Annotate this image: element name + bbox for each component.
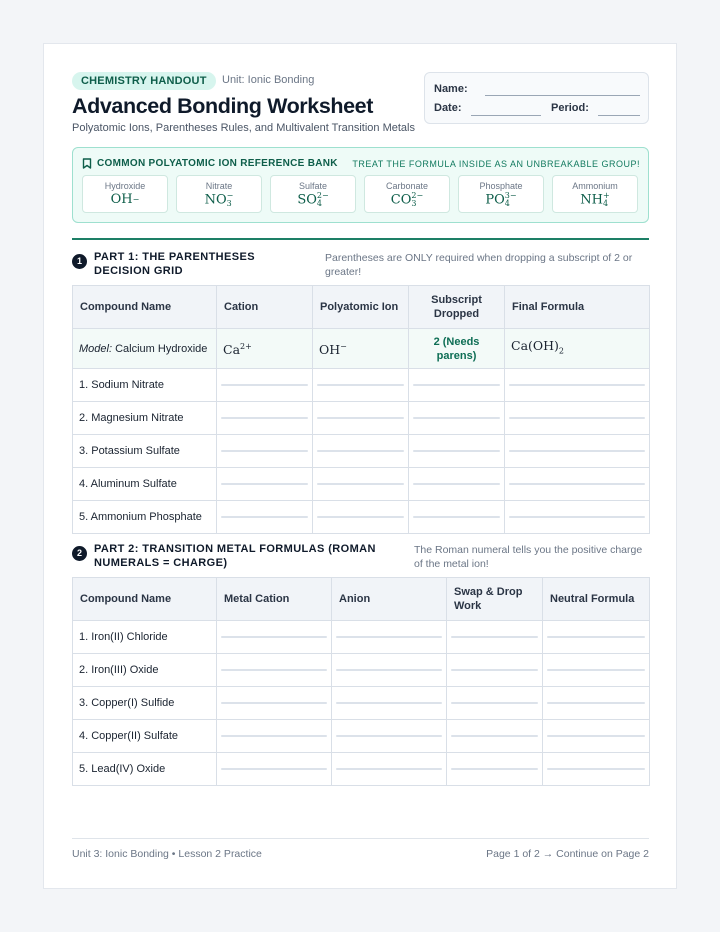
answer-box[interactable] xyxy=(317,384,404,386)
model-cation-charge: 2+ xyxy=(240,341,252,351)
answer-cell xyxy=(332,720,447,753)
model-compound-name xyxy=(73,329,217,369)
name-label: Name: xyxy=(434,83,468,95)
answer-cell xyxy=(447,654,543,687)
answer-box[interactable] xyxy=(221,768,327,770)
answer-cell xyxy=(313,435,409,468)
part2-note: The Roman numeral tells you the positive charge of the metal ion! xyxy=(414,544,643,570)
footer-divider xyxy=(72,838,649,839)
table-row xyxy=(73,753,650,786)
answer-cell xyxy=(409,369,505,402)
answer-box[interactable] xyxy=(451,768,538,770)
date-label: Date: xyxy=(434,102,462,114)
compound-name: 1. Sodium Nitrate xyxy=(73,369,217,402)
answer-cell xyxy=(332,654,447,687)
table-row xyxy=(73,435,650,468)
answer-box[interactable] xyxy=(221,669,327,671)
compound-name: 4. Copper(II) Sulfate xyxy=(73,720,217,753)
answer-cell xyxy=(217,621,332,654)
answer-box[interactable] xyxy=(317,483,404,485)
ion-base: NO xyxy=(204,192,227,208)
page-title: Advanced Bonding Worksheet xyxy=(72,94,373,118)
answer-cell xyxy=(217,654,332,687)
answer-cell xyxy=(332,753,447,786)
answer-box[interactable] xyxy=(336,768,442,770)
parentheses-grid xyxy=(72,285,650,534)
ion-card xyxy=(270,175,356,213)
model-anion-base: OH xyxy=(319,341,341,357)
answer-cell xyxy=(505,501,650,534)
table-row xyxy=(73,402,650,435)
answer-cell xyxy=(217,501,313,534)
ion-base: CO xyxy=(390,192,412,208)
subject-badge: CHEMISTRY HANDOUT xyxy=(72,72,216,90)
column-header: Metal Cation xyxy=(217,578,332,621)
model-cation-base: Ca xyxy=(223,341,241,357)
answer-cell xyxy=(313,369,409,402)
transition-metal-grid xyxy=(72,577,650,786)
answer-box[interactable] xyxy=(547,702,645,704)
table-header-row xyxy=(73,578,650,621)
page-subtitle: Polyatomic Ions, Parentheses Rules, and Multivalent Transition Metals xyxy=(72,122,415,134)
answer-cell xyxy=(447,687,543,720)
answer-box[interactable] xyxy=(221,702,327,704)
answer-box[interactable] xyxy=(547,768,645,770)
answer-cell xyxy=(313,468,409,501)
answer-box[interactable] xyxy=(509,516,645,518)
compound-name: 5. Ammonium Phosphate xyxy=(73,501,217,534)
answer-box[interactable] xyxy=(317,516,404,518)
ion-formula xyxy=(271,192,355,208)
ion-name: Nitrate xyxy=(205,181,233,191)
answer-box[interactable] xyxy=(336,735,442,737)
answer-box[interactable] xyxy=(221,384,308,386)
period-field[interactable] xyxy=(598,115,640,116)
answer-box[interactable] xyxy=(547,735,645,737)
answer-box[interactable] xyxy=(221,516,308,518)
answer-box[interactable] xyxy=(221,417,308,419)
answer-cell xyxy=(409,468,505,501)
ion-charge: − xyxy=(226,191,234,200)
answer-box[interactable] xyxy=(509,384,645,386)
answer-cell xyxy=(543,621,650,654)
part2-heading xyxy=(72,542,392,570)
column-header: Subscript Dropped xyxy=(409,286,505,329)
answer-cell xyxy=(543,753,650,786)
reference-title-text: COMMON POLYATOMIC ION REFERENCE BANK xyxy=(97,158,338,169)
ion-formula xyxy=(553,192,637,208)
answer-cell xyxy=(217,720,332,753)
answer-box[interactable] xyxy=(413,483,500,485)
period-label: Period: xyxy=(551,102,589,114)
ion-card xyxy=(552,175,638,213)
answer-box[interactable] xyxy=(317,450,404,452)
answer-box[interactable] xyxy=(413,516,500,518)
answer-cell xyxy=(313,501,409,534)
ion-charge: + xyxy=(603,191,610,200)
unit-label: Unit: Ionic Bonding xyxy=(222,74,315,86)
answer-box[interactable] xyxy=(509,483,645,485)
answer-cell xyxy=(332,621,447,654)
reference-note: TREAT THE FORMULA INSIDE AS AN UNBREAKABLE GROUP! xyxy=(352,159,640,169)
table-row xyxy=(73,720,650,753)
ion-card xyxy=(364,175,450,213)
answer-cell xyxy=(505,402,650,435)
answer-box[interactable] xyxy=(547,669,645,671)
answer-box[interactable] xyxy=(413,450,500,452)
ion-name: Sulfate xyxy=(298,181,328,191)
part2-title: PART 2: TRANSITION METAL FORMULAS (ROMAN NUMERALS = CHARGE) xyxy=(94,543,376,569)
column-header: Compound Name xyxy=(73,286,217,329)
answer-box[interactable] xyxy=(413,384,500,386)
answer-cell xyxy=(409,501,505,534)
ion-base: NH xyxy=(580,192,603,208)
name-field[interactable] xyxy=(485,95,640,96)
worksheet-page xyxy=(43,43,677,889)
footer-lesson: Unit 3: Ionic Bonding • Lesson 2 Practice xyxy=(72,848,262,860)
answer-cell xyxy=(409,402,505,435)
bookmark-icon xyxy=(82,158,92,169)
ion-subscript: 3 xyxy=(411,199,417,208)
compound-name: 2. Iron(III) Oxide xyxy=(73,654,217,687)
answer-box[interactable] xyxy=(336,669,442,671)
ion-name: Hydroxide xyxy=(104,181,146,191)
answer-cell xyxy=(217,402,313,435)
model-anion xyxy=(313,329,409,369)
ion-charge: 2− xyxy=(411,191,424,200)
compound-name: 2. Magnesium Nitrate xyxy=(73,402,217,435)
table-row xyxy=(73,621,650,654)
answer-box[interactable] xyxy=(451,702,538,704)
table-row xyxy=(73,687,650,720)
answer-box[interactable] xyxy=(509,450,645,452)
ion-card xyxy=(82,175,168,213)
reference-title xyxy=(82,158,338,169)
ion-card xyxy=(176,175,262,213)
answer-cell xyxy=(217,435,313,468)
answer-cell xyxy=(217,753,332,786)
answer-cell xyxy=(217,687,332,720)
column-header: Polyatomic Ion xyxy=(313,286,409,329)
ion-subscript: 4 xyxy=(316,199,322,208)
section-divider xyxy=(72,238,649,240)
answer-box[interactable] xyxy=(413,417,500,419)
part1-note: Parentheses are ONLY required when dropping a subscript of 2 or greater! xyxy=(325,252,633,278)
ion-charge: 2− xyxy=(316,191,329,200)
table-row xyxy=(73,468,650,501)
model-anion-charge: − xyxy=(340,341,347,351)
answer-box[interactable] xyxy=(336,702,442,704)
answer-box[interactable] xyxy=(451,735,538,737)
ion-name: Carbonate xyxy=(385,181,429,191)
model-cation xyxy=(217,329,313,369)
answer-box[interactable] xyxy=(336,636,442,638)
ion-reference-bank xyxy=(72,147,649,223)
column-header: Final Formula xyxy=(505,286,650,329)
model-formula xyxy=(505,329,650,369)
table-row xyxy=(73,369,650,402)
model-formula-subscript: 2 xyxy=(558,346,565,356)
part1-heading xyxy=(72,250,312,278)
answer-cell xyxy=(543,720,650,753)
ion-formula xyxy=(459,192,543,208)
answer-box[interactable] xyxy=(221,636,327,638)
column-header: Neutral Formula xyxy=(543,578,650,621)
answer-box[interactable] xyxy=(547,636,645,638)
ion-name: Phosphate xyxy=(479,181,523,191)
ion-formula xyxy=(83,192,167,207)
ion-charge: − xyxy=(132,194,140,204)
answer-cell xyxy=(447,753,543,786)
answer-box[interactable] xyxy=(509,417,645,419)
model-formula-base: Ca(OH) xyxy=(511,337,559,353)
ion-subscript: 3 xyxy=(226,199,232,208)
ion-base: SO xyxy=(297,192,317,208)
column-header: Compound Name xyxy=(73,578,217,621)
ion-subscript: 4 xyxy=(504,199,510,208)
column-header: Anion xyxy=(332,578,447,621)
model-name: Calcium Hydroxide xyxy=(112,342,208,355)
answer-cell xyxy=(217,468,313,501)
answer-cell xyxy=(543,687,650,720)
compound-name: 1. Iron(II) Chloride xyxy=(73,621,217,654)
ion-charge: 3− xyxy=(504,191,517,200)
ion-name: Ammonium xyxy=(572,181,618,191)
column-header: Cation xyxy=(217,286,313,329)
answer-cell xyxy=(505,468,650,501)
ion-formula xyxy=(177,192,261,208)
compound-name: 3. Potassium Sulfate xyxy=(73,435,217,468)
answer-cell xyxy=(447,720,543,753)
compound-name: 3. Copper(I) Sulfide xyxy=(73,687,217,720)
answer-cell xyxy=(447,621,543,654)
model-prefix: Model: xyxy=(79,342,113,355)
ion-formula xyxy=(365,192,449,208)
table-header-row xyxy=(73,286,650,329)
answer-cell xyxy=(313,402,409,435)
part1-title: PART 1: THE PARENTHESES DECISION GRID xyxy=(94,251,255,277)
answer-cell xyxy=(217,369,313,402)
ion-subscript: 4 xyxy=(603,199,609,208)
answer-cell xyxy=(543,654,650,687)
ion-card xyxy=(458,175,544,213)
answer-cell xyxy=(409,435,505,468)
table-row xyxy=(73,654,650,687)
answer-box[interactable] xyxy=(317,417,404,419)
compound-name: 4. Aluminum Sulfate xyxy=(73,468,217,501)
compound-name: 5. Lead(IV) Oxide xyxy=(73,753,217,786)
table-row xyxy=(73,501,650,534)
date-field[interactable] xyxy=(471,115,541,116)
student-info-box xyxy=(424,72,649,124)
model-subscript: 2 (Needs parens) xyxy=(409,329,505,369)
answer-box[interactable] xyxy=(221,735,327,737)
answer-box[interactable] xyxy=(451,636,538,638)
answer-box[interactable] xyxy=(221,450,308,452)
ion-base: OH xyxy=(110,192,133,207)
ion-base: PO xyxy=(485,192,505,208)
answer-cell xyxy=(332,687,447,720)
footer-page-indicator: Page 1 of 2 → Continue on Page 2 xyxy=(486,848,649,860)
model-row xyxy=(73,329,650,369)
part2-number: 2 xyxy=(72,546,87,561)
answer-box[interactable] xyxy=(451,669,538,671)
answer-box[interactable] xyxy=(221,483,308,485)
part1-number: 1 xyxy=(72,254,87,269)
column-header: Swap & Drop Work xyxy=(447,578,543,621)
answer-cell xyxy=(505,369,650,402)
answer-cell xyxy=(505,435,650,468)
